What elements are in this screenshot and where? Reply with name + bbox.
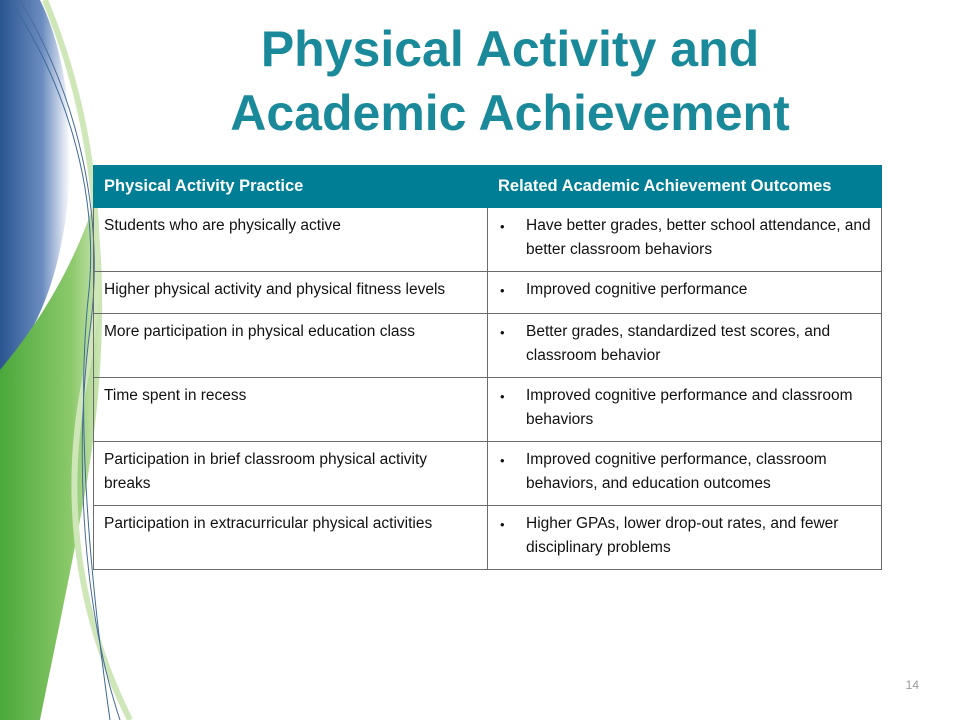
table-row: [94, 505, 882, 569]
header-practice: Physical Activity Practice: [94, 166, 488, 208]
table-row: [94, 313, 882, 377]
activity-outcomes-table: [93, 165, 882, 570]
practice-cell: Higher physical activity and physical fitness levels: [94, 271, 488, 313]
practice-cell: Time spent in recess: [94, 377, 488, 441]
slide-title-line-2: Academic Achievement: [230, 84, 790, 141]
slide-title: [130, 18, 890, 145]
table-row: [94, 271, 882, 313]
slide-title-line-1: Physical Activity and: [260, 21, 760, 77]
header-outcomes: Related Academic Achievement Outcomes: [488, 166, 882, 208]
bullet-icon: •: [500, 282, 505, 298]
outcome-cell: [488, 377, 882, 441]
outcome-cell: [488, 505, 882, 569]
outcome-cell: [488, 313, 882, 377]
practice-cell: Participation in brief classroom physical activity breaks: [94, 441, 488, 505]
outcome-cell: [488, 271, 882, 313]
bullet-icon: •: [500, 452, 505, 468]
bullet-icon: •: [500, 388, 505, 404]
practice-cell: Participation in extracurricular physical activities: [94, 505, 488, 569]
bullet-icon: •: [500, 516, 505, 532]
bullet-icon: •: [500, 324, 505, 340]
outcome-text: Have better grades, better school attendance, and better classroom behaviors: [526, 216, 871, 258]
bullet-icon: •: [500, 218, 505, 234]
outcome-text: Higher GPAs, lower drop-out rates, and fewer disciplinary problems: [526, 514, 839, 556]
outcome-text: Improved cognitive performance: [526, 280, 748, 298]
practice-cell: More participation in physical education class: [94, 313, 488, 377]
page-number: 14: [905, 678, 919, 692]
outcome-text: Better grades, standardized test scores, and classroom behavior: [526, 322, 831, 364]
practice-cell: Students who are physically active: [94, 207, 488, 271]
outcome-cell: [488, 207, 882, 271]
outcome-text: Improved cognitive performance, classroom behaviors, and education outcomes: [526, 450, 827, 492]
outcome-text: Improved cognitive performance and classroom behaviors: [526, 386, 853, 428]
outcome-cell: [488, 441, 882, 505]
table-row: [94, 207, 882, 271]
table-row: [94, 441, 882, 505]
table-header-row: [94, 166, 882, 208]
table-row: [94, 377, 882, 441]
